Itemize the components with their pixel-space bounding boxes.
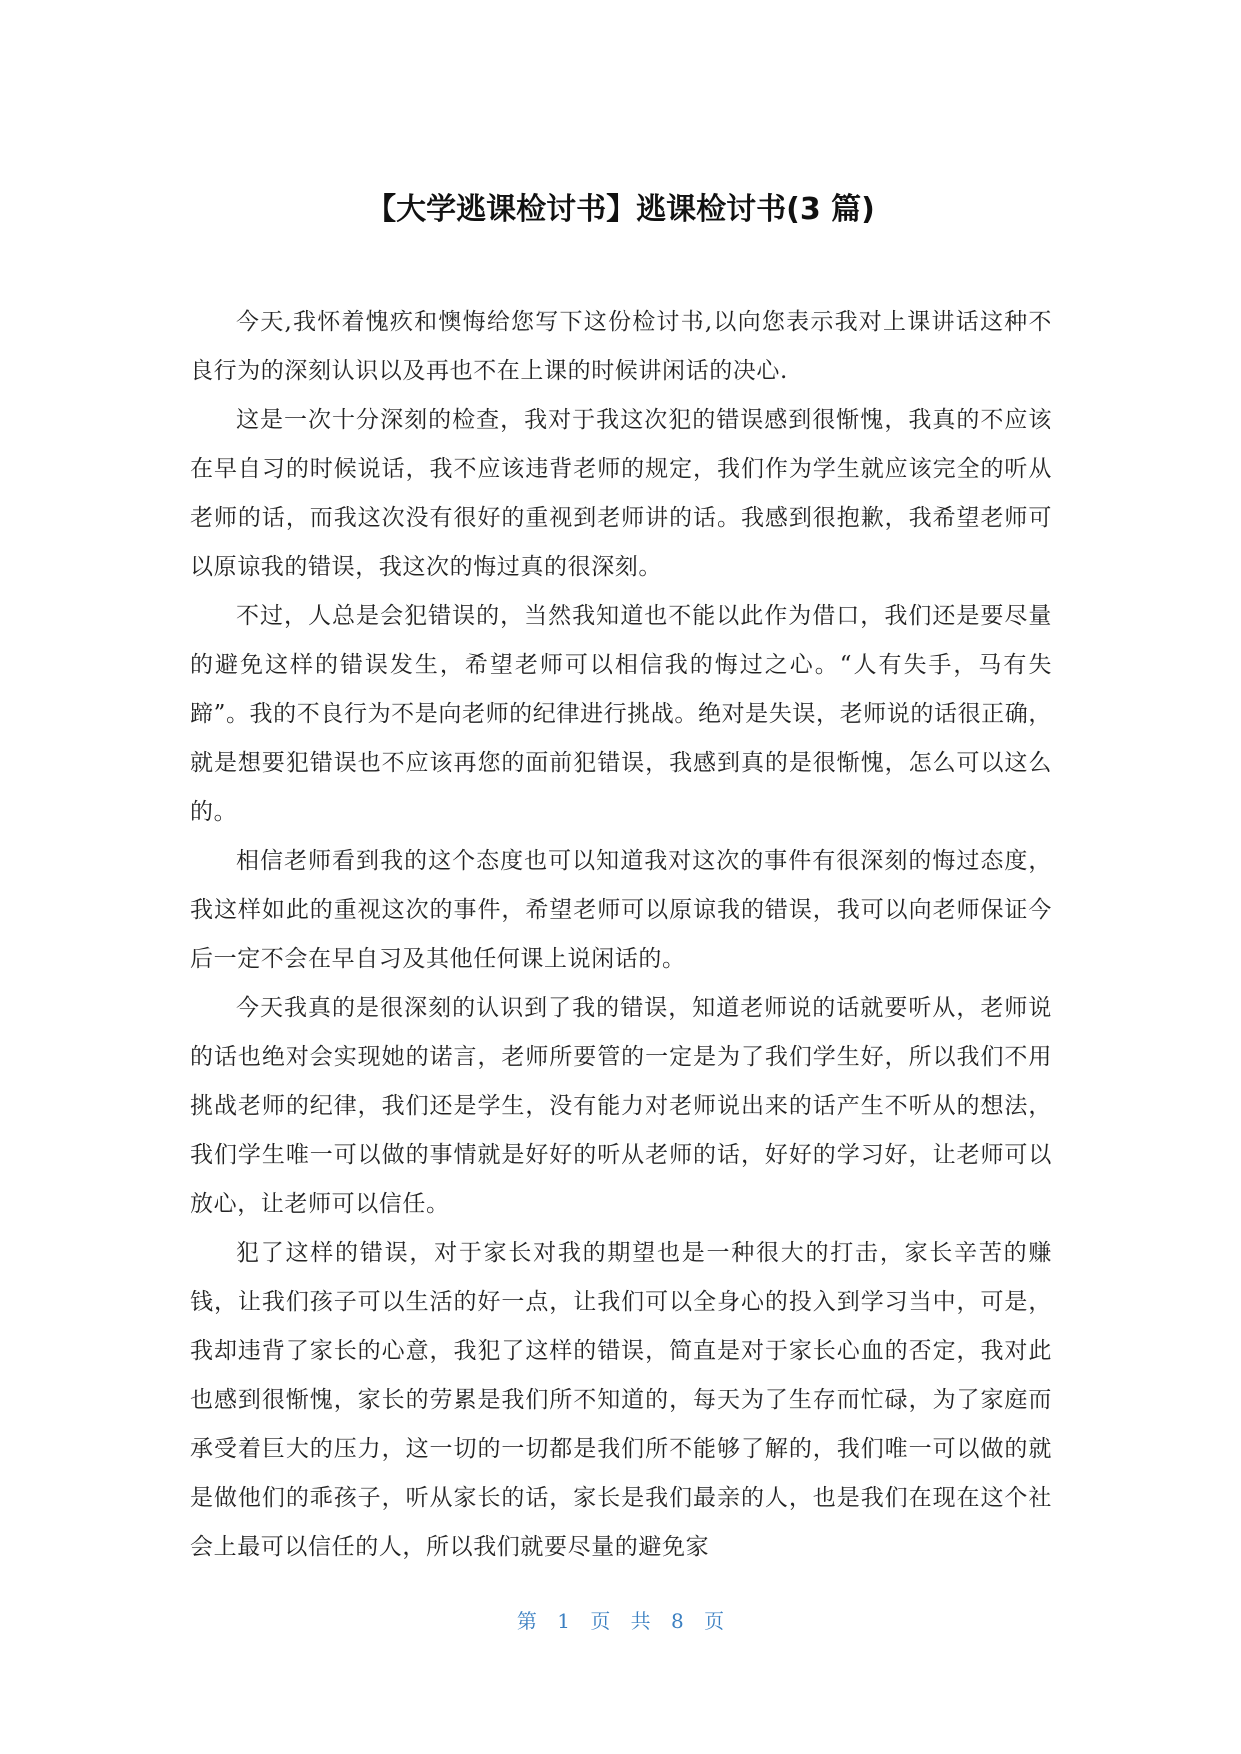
paragraph: 今天,我怀着愧疚和懊悔给您写下这份检讨书,以向您表示我对上课讲话这种不良行为的深刻认识以及再也不在上课的时候讲闲话的决心.	[190, 309, 1052, 384]
paragraph: 相信老师看到我的这个态度也可以知道我对这次的事件有很深刻的悔过态度，我这样如此的重视这次的事件，希望老师可以原谅我的错误，我可以向老师保证今后一定不会在早自习及其他任何课上说闲话的。	[190, 848, 1052, 972]
paragraph: 今天我真的是很深刻的认识到了我的错误，知道老师说的话就要听从，老师说的话也绝对会实现她的诺言，老师所要管的一定是为了我们学生好，所以我们不用挑战老师的纪律，我们还是学生，没有能力对老师说出来的话产生不听从的想法，我们学生唯一可以做的事情就是好好的听从老师的话，好好的学习好，让老师可以放心，让老师可以信任。	[190, 995, 1052, 1217]
paragraph: 这是一次十分深刻的检查，我对于我这次犯的错误感到很惭愧，我真的不应该在早自习的时候说话，我不应该违背老师的规定，我们作为学生就应该完全的听从老师的话，而我这次没有很好的重视到老师讲的话。我感到很抱歉，我希望老师可以原谅我的错误，我这次的悔过真的很深刻。	[190, 407, 1052, 580]
document-body	[190, 298, 1052, 1572]
paragraph: 犯了这样的错误，对于家长对我的期望也是一种很大的打击，家长辛苦的赚钱，让我们孩子可以生活的好一点，让我们可以全身心的投入到学习当中，可是，我却违背了家长的心意，我犯了这样的错误，简直是对于家长心血的否定，我对此也感到很惭愧，家长的劳累是我们所不知道的，每天为了生存而忙碌，为了家庭而承受着巨大的压力，这一切的一切都是我们所不能够了解的，我们唯一可以做的就是做他们的乖孩子，听从家长的话，家长是我们最亲的人，也是我们在现在这个社会上最可以信任的人，所以我们就要尽量的避免家	[190, 1240, 1052, 1560]
document-title: 【大学逃课检讨书】逃课检讨书(3 篇)	[366, 192, 875, 227]
paragraph: 不过，人总是会犯错误的，当然我知道也不能以此作为借口，我们还是要尽量的避免这样的错误发生，希望老师可以相信我的悔过之心。“人有失手，马有失蹄”。我的不良行为不是向老师的纪律进行挑战。绝对是失误，老师说的话很正确，就是想要犯错误也不应该再您的面前犯错误，我感到真的是很惭愧，怎么可以这么的。	[190, 603, 1052, 825]
page-number: 第 1 页 共 8 页	[516, 1609, 725, 1633]
